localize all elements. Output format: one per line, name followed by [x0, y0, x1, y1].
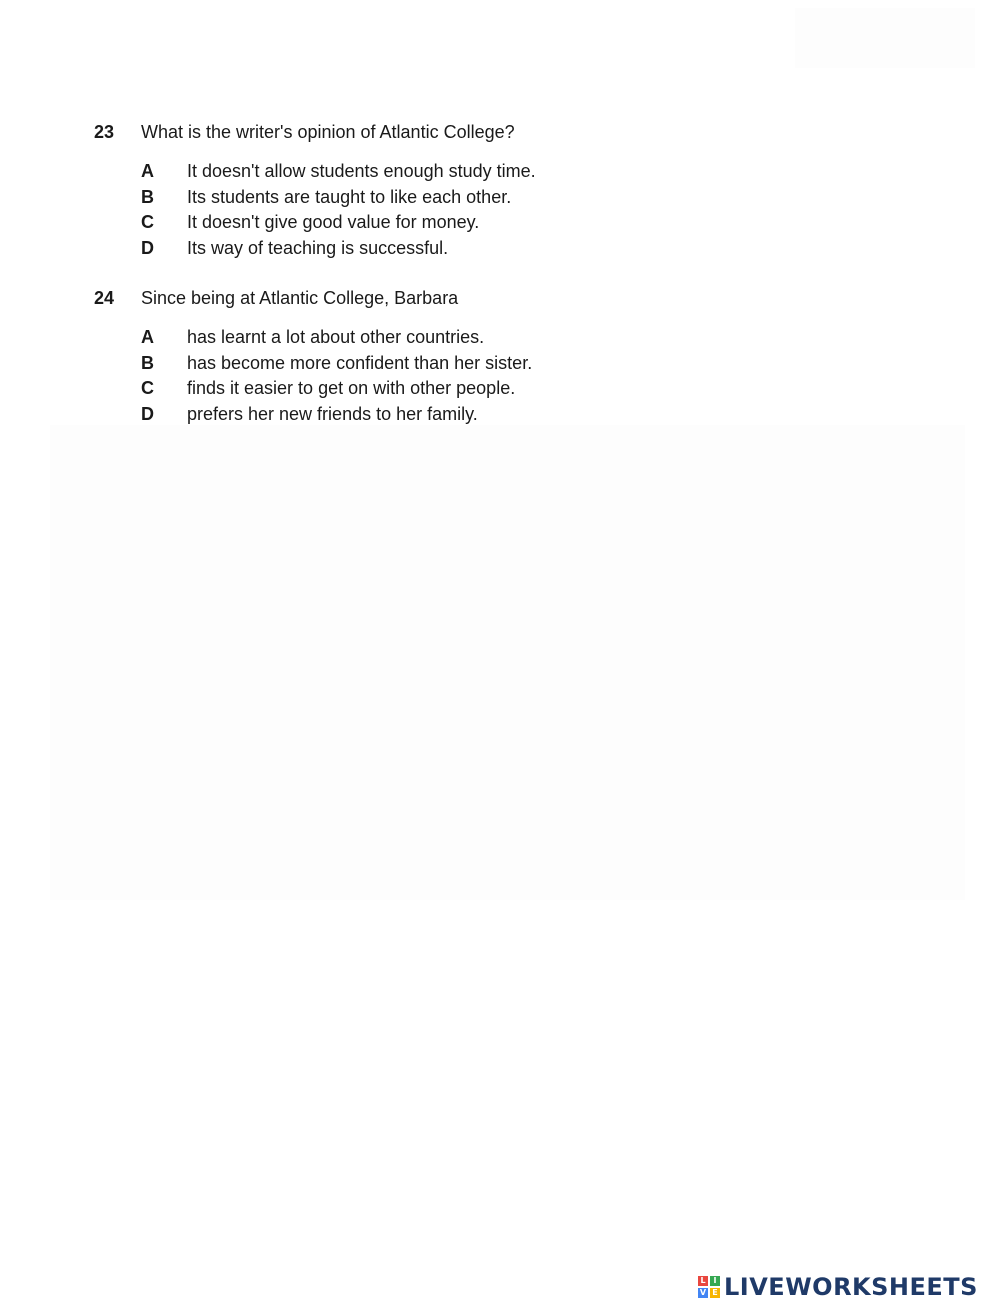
option-b: [141, 353, 794, 379]
options-list: [94, 327, 794, 429]
option-letter: A: [141, 161, 154, 181]
blank-answer-area: [50, 425, 965, 900]
option-letter: C: [141, 378, 154, 398]
option-b: [141, 187, 794, 213]
logo-text: LIVEWORKSHEETS: [724, 1273, 978, 1301]
option-text: prefers her new friends to her family.: [187, 403, 478, 424]
question-number: 24: [94, 288, 115, 308]
option-c: [141, 212, 794, 238]
option-a: [141, 161, 794, 187]
option-letter: D: [141, 403, 154, 424]
question-number: 23: [94, 122, 115, 142]
logo-badge-icon: L I V E: [698, 1276, 720, 1298]
question-24: [94, 288, 794, 429]
option-c: [141, 378, 794, 404]
option-d: [141, 238, 794, 264]
option-letter: B: [141, 352, 154, 373]
option-text: It doesn't allow students enough study time.: [187, 161, 536, 181]
option-d: [141, 404, 794, 430]
options-list: [94, 161, 794, 263]
option-letter: D: [141, 237, 154, 258]
question-23: [94, 122, 794, 263]
option-text: has become more confident than her sister.: [187, 352, 533, 373]
option-text: has learnt a lot about other countries.: [187, 327, 485, 347]
option-a: [141, 327, 794, 353]
question-text: What is the writer's opinion of Atlantic College?: [141, 122, 515, 142]
option-text: It doesn't give good value for money.: [187, 212, 480, 232]
option-letter: B: [141, 186, 154, 207]
question-text: Since being at Atlantic College, Barbara: [141, 288, 459, 308]
liveworksheets-logo[interactable]: [698, 1272, 978, 1302]
option-letter: A: [141, 327, 154, 347]
blank-answer-area-top: [795, 8, 975, 68]
option-text: finds it easier to get on with other people.: [187, 378, 516, 398]
option-text: Its students are taught to like each other.: [187, 186, 512, 207]
option-text: Its way of teaching is successful.: [187, 237, 449, 258]
option-letter: C: [141, 212, 154, 232]
